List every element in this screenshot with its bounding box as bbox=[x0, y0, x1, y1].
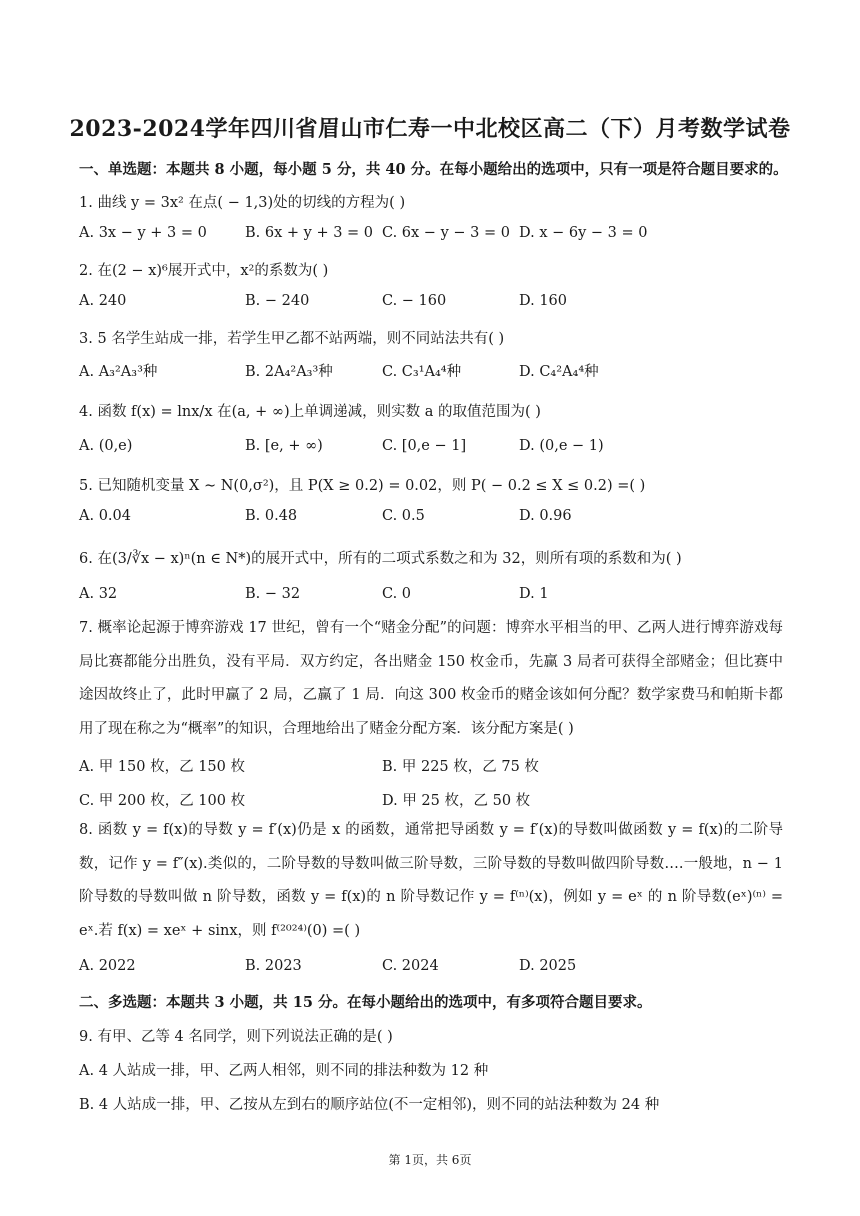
question-7-option-a: A. 甲 150 枚，乙 150 枚 bbox=[79, 759, 245, 775]
question-7-option-c: C. 甲 200 枚，乙 100 枚 bbox=[79, 793, 246, 809]
question-3-option-a: A. A₃²A₃³种 bbox=[79, 364, 158, 380]
question-6-stem: 6. 在(3/∛x − x)ⁿ(n ∈ N*)的展开式中，所有的二项式系数之和为 32，则所有项的系数和为( ) bbox=[79, 551, 682, 567]
question-7-stem: 7. 概率论起源于博弈游戏 17 世纪，曾有一个“赌金分配”的问题：博弈水平相当的甲、乙两人进行博弈游戏每局比赛都能分出胜负，没有平局．双方约定，各出赌金 150 枚金币，先赢 3 局者可获得全部赌金；但比赛中途因故终止了，此时甲赢了 2 局，乙赢了 1 局．向这 300 枚金币的赌金该如何分配？数学家费马和帕斯卡都用了现在称之为“概率”的知识，合理地给出了赌金分配方案．该分配方案是( ) bbox=[79, 620, 783, 737]
question-3-stem: 3. 5 名学生站成一排，若学生甲乙都不站两端，则不同站法共有( ) bbox=[79, 331, 505, 347]
question-4-option-a: A. (0,e) bbox=[79, 438, 133, 454]
question-2-stem: 2. 在(2 − x)⁶展开式中，x²的系数为( ) bbox=[79, 263, 329, 279]
question-8-option-d: D. 2025 bbox=[519, 958, 577, 974]
question-4-option-d: D. (0,e − 1) bbox=[519, 438, 604, 454]
question-5-option-a: A. 0.04 bbox=[79, 508, 131, 524]
question-4-option-b: B. [e, + ∞) bbox=[245, 438, 323, 454]
question-6-option-d: D. 1 bbox=[519, 586, 549, 602]
question-5-option-d: D. 0.96 bbox=[519, 508, 572, 524]
question-8-stem: 8. 函数 y = f(x)的导数 y = f′(x)仍是 x 的函数，通常把导函数 y = f′(x)的导数叫做函数 y = f(x)的二阶导数，记作 y = f″(x).类似的，二阶导数的导数叫做三阶导数，三阶导数的导数叫做四阶导数….一般地，n − 1 阶导数的导数叫做 n 阶导数，函数 y = f(x)的 n 阶导数记作 y = f⁽ⁿ⁾(x)，例如 y = eˣ 的 n 阶导数(eˣ)⁽ⁿ⁾ = eˣ.若 f(x) = xeˣ + sinx，则 f⁽²⁰²⁴⁾(0) =( ) bbox=[79, 822, 783, 939]
page-footer: 第 1页，共 6页 bbox=[388, 1153, 472, 1167]
question-1-option-c: C. 6x − y − 3 = 0 bbox=[382, 225, 510, 241]
section-heading-multiple-choice: 二、多选题：本题共 3 小题，共 15 分。在每小题给出的选项中，有多项符合题目要求。 bbox=[79, 994, 652, 1011]
question-9-stem: 9. 有甲、乙等 4 名同学，则下列说法正确的是( ) bbox=[79, 1029, 393, 1045]
question-1-option-d: D. x − 6y − 3 = 0 bbox=[519, 225, 648, 241]
page-title: 2023-2024学年四川省眉山市仁寿一中北校区高二（下）月考数学试卷 bbox=[69, 116, 791, 142]
section-heading-single-choice: 一、单选题：本题共 8 小题，每小题 5 分，共 40 分。在每小题给出的选项中，只有一项是符合题目要求的。 bbox=[79, 161, 788, 178]
question-8-option-c: C. 2024 bbox=[382, 958, 439, 974]
question-8-option-b: B. 2023 bbox=[245, 958, 302, 974]
question-6-option-c: C. 0 bbox=[382, 586, 412, 602]
question-4-option-c: C. [0,e − 1] bbox=[382, 438, 467, 454]
question-5-stem: 5. 已知随机变量 X ∼ N(0,σ²)，且 P(X ≥ 0.2) = 0.02，则 P( − 0.2 ≤ X ≤ 0.2) =( ) bbox=[79, 478, 646, 494]
question-1-option-a: A. 3x − y + 3 = 0 bbox=[79, 225, 207, 241]
question-9-option-b: B. 4 人站成一排，甲、乙按从左到右的顺序站位(不一定相邻)，则不同的站法种数为 24 种 bbox=[79, 1097, 660, 1113]
question-9-option-a: A. 4 人站成一排，甲、乙两人相邻，则不同的排法种数为 12 种 bbox=[79, 1063, 489, 1079]
question-2-option-b: B. − 240 bbox=[245, 293, 310, 309]
question-2-option-a: A. 240 bbox=[79, 293, 127, 309]
question-1-option-b: B. 6x + y + 3 = 0 bbox=[245, 225, 374, 241]
question-6-option-a: A. 32 bbox=[79, 586, 118, 602]
question-3-option-c: C. C₃¹A₄⁴种 bbox=[382, 364, 462, 380]
question-4-stem: 4. 函数 f(x) = lnx/x 在(a, + ∞)上单调递减，则实数 a 的取值范围为( ) bbox=[79, 404, 541, 420]
question-5-option-b: B. 0.48 bbox=[245, 508, 298, 524]
question-2-option-c: C. − 160 bbox=[382, 293, 447, 309]
question-7-option-d: D. 甲 25 枚，乙 50 枚 bbox=[382, 793, 531, 809]
question-5-option-c: C. 0.5 bbox=[382, 508, 425, 524]
question-8-option-a: A. 2022 bbox=[79, 958, 136, 974]
question-2-option-d: D. 160 bbox=[519, 293, 568, 309]
question-1-stem: 1. 曲线 y = 3x² 在点( − 1,3)处的切线的方程为( ) bbox=[79, 195, 406, 211]
question-7-option-b: B. 甲 225 枚，乙 75 枚 bbox=[382, 759, 539, 775]
question-3-option-b: B. 2A₄²A₃³种 bbox=[245, 364, 333, 380]
question-3-option-d: D. C₄²A₄⁴种 bbox=[519, 364, 599, 380]
question-6-option-b: B. − 32 bbox=[245, 586, 301, 602]
